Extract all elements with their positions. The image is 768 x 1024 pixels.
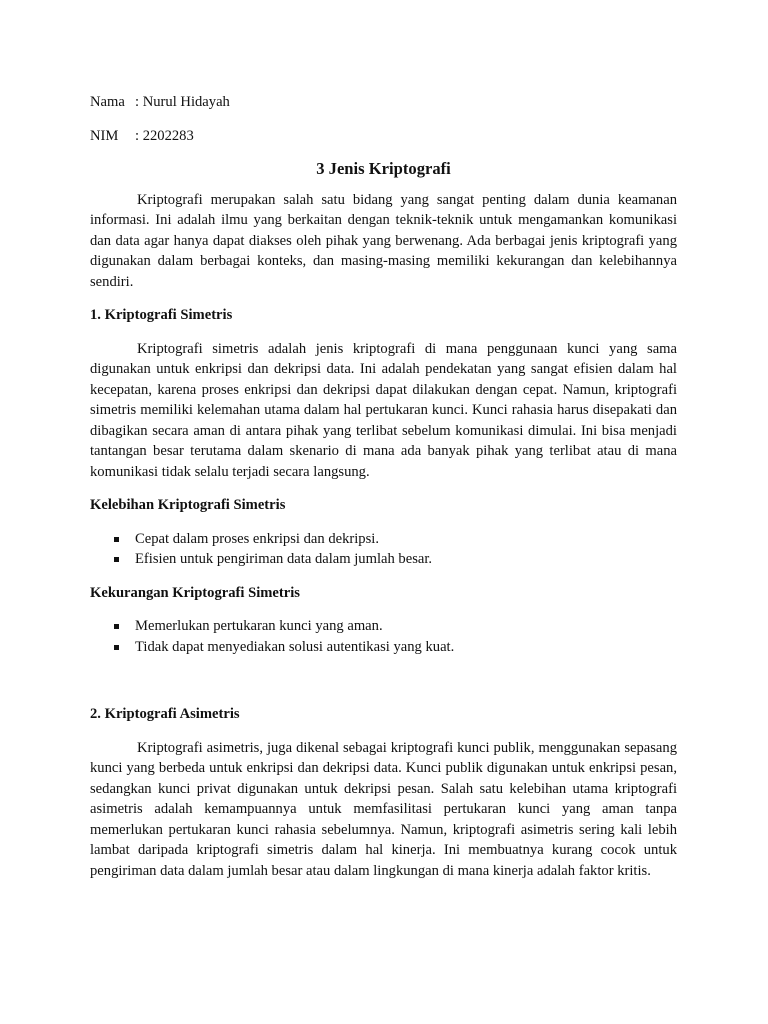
nim-label: NIM — [90, 127, 119, 144]
name-label: Nama — [90, 94, 125, 110]
section1-disadvantages-list — [90, 616, 677, 657]
section1-advantages-heading: Kelebihan Kriptografi Simetris — [90, 497, 286, 513]
document-title: 3 Jenis Kriptografi — [316, 159, 451, 178]
document-content — [90, 92, 677, 881]
name-value: : Nurul Hidayah — [135, 94, 230, 110]
list-item: Cepat dalam proses enkripsi dan dekripsi. — [90, 529, 677, 550]
list-item: Memerlukan pertukaran kunci yang aman. — [90, 616, 677, 637]
section1-disadvantages-heading: Kekurangan Kriptografi Simetris — [90, 584, 300, 601]
section1-heading: 1. Kriptografi Simetris — [90, 307, 233, 323]
list-item: Efisien untuk pengiriman data dalam jumlah besar. — [90, 549, 677, 570]
nim-value: : 2202283 — [135, 127, 194, 144]
nim-row — [90, 126, 677, 147]
section1-advantages-list — [90, 529, 677, 570]
section2-heading: 2. Kriptografi Asimetris — [90, 706, 240, 722]
name-row — [90, 92, 677, 113]
section2-body: Kriptografi asimetris, juga dikenal sebagai kriptografi kunci publik, menggunakan sepasang kunci yang berbeda untuk enkripsi dan dekripsi data. Kunci publik digunakan untuk enkripsi pesan, sedangkan kunci privat digunakan untuk dekripsi pesan. Salah satu kelebihan utama kriptografi asimetris adalah kemampuannya untuk memfasilitasi pertukaran kunci yang aman tanpa memerlukan pertukaran kunci rahasia sebelumnya. Namun, kriptografi asimetris sering kali lebih lambat daripada kriptografi simetris dalam hal kinerja. Ini membuatnya kurang cocok untuk pengiriman data dalam jumlah besar atau dalam lingkungan di mana kinerja adalah faktor kritis. — [90, 739, 677, 879]
list-item: Tidak dapat menyediakan solusi autentikasi yang kuat. — [90, 637, 677, 658]
section1-body: Kriptografi simetris adalah jenis kriptografi di mana penggunaan kunci yang sama digunakan untuk enkripsi dan dekripsi data. Ini adalah pendekatan yang sangat efisien dalam hal kecepatan, karena proses enkripsi dan dekripsi dapat dilakukan dengan cepat. Namun, kriptografi simetris memiliki kelemahan utama dalam hal pertukaran kunci. Kunci rahasia harus disepakati dan dibagikan secara aman di antara pihak yang terlibat sebelum komunikasi dimulai. Ini bisa menjadi tantangan besar terutama dalam skenario di mana ada banyak pihak yang terlibat atau di mana komunikasi tidak selalu terjadi secara langsung. — [90, 340, 677, 480]
intro-paragraph: Kriptografi merupakan salah satu bidang yang sangat penting dalam dunia keamanan informasi. Ini adalah ilmu yang berkaitan dengan teknik-teknik untuk mengamankan komunikasi dan data agar hanya dapat diakses oleh pihak yang berwenang. Ada berbagai jenis kriptografi yang digunakan dalam berbagai konteks, dan masing-masing memiliki kekurangan dan kelebihannya sendiri. — [90, 191, 677, 290]
